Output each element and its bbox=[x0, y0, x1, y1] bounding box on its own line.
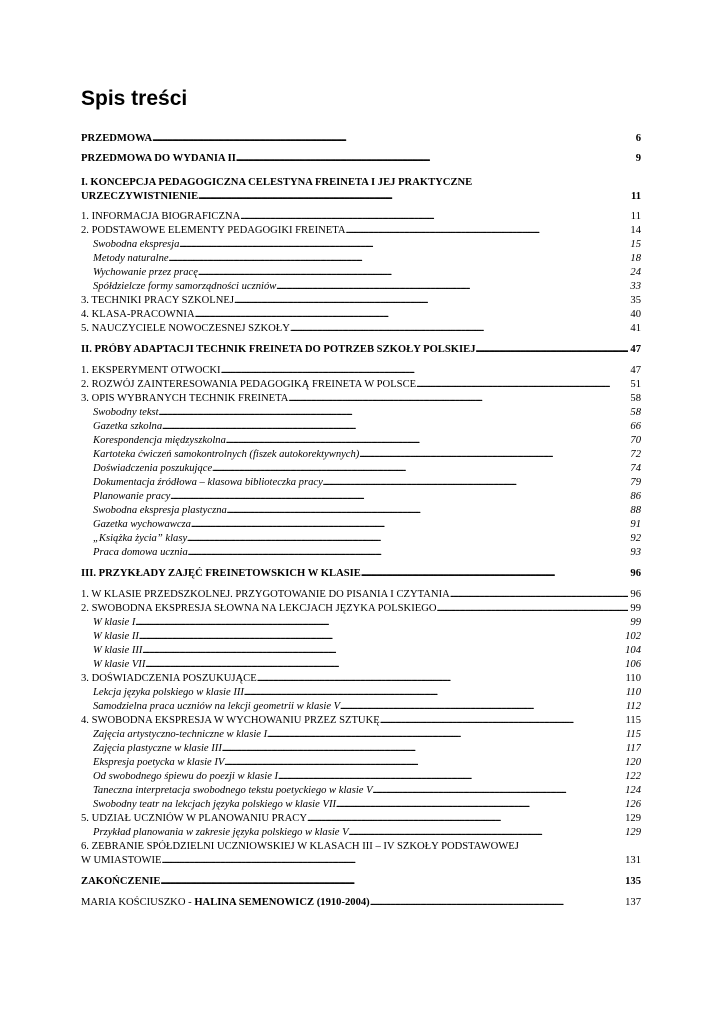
toc-entry-page-number: 112 bbox=[625, 701, 641, 712]
toc-entry-title bbox=[93, 616, 135, 630]
toc-entry-title bbox=[81, 588, 450, 602]
dot-leader bbox=[323, 476, 629, 490]
toc-entry-text: Zajęcia plastyczne w klasie III bbox=[93, 743, 222, 754]
toc-entry-text: II. PRÓBY ADAPTACJI TECHNIK FREINETA DO POTRZEB SZKOŁY POLSKIEJ bbox=[81, 344, 476, 355]
toc-entry-title bbox=[81, 364, 221, 378]
toc-entry-text: „Książka życia” klasy bbox=[93, 533, 188, 544]
dot-leader bbox=[359, 448, 628, 462]
toc-entry-page-number: 74 bbox=[630, 463, 641, 474]
toc-entry[interactable] bbox=[81, 854, 641, 868]
toc-entry-page-number: 33 bbox=[630, 281, 641, 292]
toc-entry-title bbox=[93, 784, 373, 798]
toc-entry-text: Lekcja języka polskiego w klasie III bbox=[93, 687, 244, 698]
toc-entry-page-number: 91 bbox=[630, 519, 641, 530]
toc-entry[interactable] bbox=[81, 784, 641, 798]
toc-entry-text: W UMIASTOWIE bbox=[81, 855, 162, 866]
toc-entry[interactable] bbox=[81, 343, 641, 357]
toc-entry[interactable] bbox=[81, 896, 641, 910]
page-title: Spis treści bbox=[81, 87, 188, 110]
toc-entry[interactable] bbox=[81, 770, 641, 784]
toc-entry-text: 1. W KLASIE PRZEDSZKOLNEJ. PRZYGOTOWANIE DO PISANIA I CZYTANIA bbox=[81, 589, 450, 600]
dot-leader bbox=[278, 770, 623, 784]
dot-leader bbox=[234, 294, 628, 308]
toc-entry-author: HALINA SEMENOWICZ (1910-2004) bbox=[194, 897, 370, 908]
toc-entry-text: Gazetka szkolna bbox=[93, 421, 163, 432]
toc-entry[interactable] bbox=[81, 152, 641, 166]
toc-entry[interactable] bbox=[81, 176, 641, 190]
toc-entry-title bbox=[81, 841, 519, 852]
toc-entry[interactable] bbox=[81, 462, 641, 476]
toc-entry-text: III. PRZYKŁADY ZAJĘĆ FREINETOWSKICH W KLASIE bbox=[81, 568, 361, 579]
toc-entry[interactable] bbox=[81, 588, 641, 602]
toc-entry-title bbox=[81, 602, 437, 616]
toc-entry-page-number: 86 bbox=[630, 491, 641, 502]
toc-entry-title bbox=[93, 476, 323, 490]
toc-entry-title bbox=[93, 546, 188, 560]
toc-entry-title bbox=[93, 630, 139, 644]
toc-entry-page-number: 124 bbox=[625, 785, 641, 796]
toc-entry-title bbox=[93, 252, 169, 266]
toc-entry[interactable] bbox=[81, 280, 641, 294]
toc-entry-text: Gazetka wychowawcza bbox=[93, 519, 191, 530]
toc-entry-page-number: 120 bbox=[625, 757, 641, 768]
dot-leader bbox=[437, 602, 629, 616]
toc-entry-page-number: 14 bbox=[630, 225, 641, 236]
toc-entry-text: Korespondencja międzyszkolna bbox=[93, 435, 226, 446]
dot-leader bbox=[290, 322, 628, 336]
toc-entry-text: 3. OPIS WYBRANYCH TECHNIK FREINETA bbox=[81, 393, 289, 404]
dot-leader bbox=[416, 378, 628, 392]
toc-entry-text: Przykład planowania w zakresie języka polskiego w klasie V bbox=[93, 827, 349, 838]
toc-entry[interactable] bbox=[81, 840, 641, 854]
dot-leader bbox=[162, 420, 628, 434]
toc-entry-title bbox=[81, 177, 472, 188]
toc-entry-page-number: 106 bbox=[625, 659, 641, 670]
toc-entry-title bbox=[81, 567, 361, 581]
toc-entry-page-number: 24 bbox=[630, 267, 641, 278]
toc-entry-page-number: 79 bbox=[630, 477, 641, 488]
toc-entry[interactable] bbox=[81, 826, 641, 840]
toc-entry-title bbox=[81, 322, 290, 336]
toc-entry[interactable] bbox=[81, 728, 641, 742]
dot-leader bbox=[227, 504, 629, 518]
toc-entry-text: Samodzielna praca uczniów na lekcji geometrii w klasie V bbox=[93, 701, 341, 712]
dot-leader bbox=[257, 672, 624, 686]
toc-entry-text: Zajęcia artystyczno-techniczne w klasie I bbox=[93, 729, 268, 740]
toc-entry-page-number: 35 bbox=[630, 295, 641, 306]
dot-leader bbox=[226, 434, 629, 448]
toc-entry-text: Taneczna interpretacja swobodnego tekstu poetyckiego w klasie V bbox=[93, 785, 373, 796]
toc-entry-page-number: 40 bbox=[630, 309, 641, 320]
toc-entry[interactable] bbox=[81, 238, 641, 252]
toc-entry-title bbox=[81, 854, 162, 868]
toc-entry-text: 1. EKSPERYMENT OTWOCKI bbox=[81, 365, 221, 376]
toc-entry[interactable] bbox=[81, 644, 641, 658]
dot-leader bbox=[288, 392, 628, 406]
toc-entry-text: I. KONCEPCJA PEDAGOGICZNA CELESTYNA FREINETA I JEJ PRAKTYCZNE bbox=[81, 177, 473, 188]
dot-leader bbox=[198, 266, 628, 280]
toc-entry[interactable] bbox=[81, 190, 641, 204]
toc-entry-title bbox=[93, 434, 226, 448]
toc-entry-title bbox=[93, 406, 159, 420]
toc-entry-page-number: 115 bbox=[625, 715, 641, 726]
toc-entry-text: Kartoteka ćwiczeń samokontrolnych (fiszek autokorektywnych) bbox=[93, 449, 360, 460]
toc-entry-title bbox=[93, 280, 276, 294]
toc-entry-text: 2. ROZWÓJ ZAINTERESOWANIA PEDAGOGIKĄ FREINETA W POLSCE bbox=[81, 379, 417, 390]
toc-entry-text: Wychowanie przez pracę bbox=[93, 267, 198, 278]
toc-entry-page-number: 88 bbox=[630, 505, 641, 516]
toc-entry[interactable] bbox=[81, 532, 641, 546]
toc-entry[interactable] bbox=[81, 630, 641, 644]
dot-leader bbox=[450, 588, 629, 602]
toc-entry[interactable] bbox=[81, 476, 641, 490]
toc-entry-page-number: 131 bbox=[625, 855, 641, 866]
dot-leader bbox=[276, 280, 628, 294]
toc-entry-title bbox=[81, 812, 307, 826]
dot-leader bbox=[267, 728, 624, 742]
toc-entry-title bbox=[81, 210, 240, 224]
toc-entry[interactable] bbox=[81, 132, 641, 146]
dot-leader bbox=[169, 252, 629, 266]
dot-leader bbox=[240, 210, 629, 224]
toc-entry-title bbox=[81, 152, 236, 166]
dot-leader bbox=[212, 462, 628, 476]
toc-entry-text: Swobodna ekspresja plastyczna bbox=[93, 505, 227, 516]
dot-leader bbox=[236, 152, 634, 166]
toc-entry[interactable] bbox=[81, 322, 641, 336]
toc-entry-title bbox=[81, 714, 380, 728]
toc-entry-page-number: 18 bbox=[630, 253, 641, 264]
toc-entry-page-number: 92 bbox=[630, 533, 641, 544]
toc-entry-page-number: 129 bbox=[625, 813, 641, 824]
toc-entry-title bbox=[93, 644, 142, 658]
toc-entry[interactable] bbox=[81, 364, 641, 378]
dot-leader bbox=[361, 567, 629, 581]
toc-entry-title bbox=[81, 308, 195, 322]
toc-entry-page-number: 99 bbox=[630, 617, 641, 628]
toc-entry-title bbox=[93, 742, 222, 756]
toc-entry[interactable] bbox=[81, 210, 641, 224]
toc-entry[interactable] bbox=[81, 406, 641, 420]
toc-entry-page-number: 93 bbox=[630, 547, 641, 558]
toc-entry[interactable] bbox=[81, 490, 641, 504]
toc-entry-text: 1. INFORMACJA BIOGRAFICZNA bbox=[81, 211, 241, 222]
dot-leader bbox=[135, 616, 628, 630]
toc-entry[interactable] bbox=[81, 812, 641, 826]
toc-entry-text: Od swobodnego śpiewu do poezji w klasie I bbox=[93, 771, 279, 782]
dot-leader bbox=[139, 630, 623, 644]
toc-entry-title bbox=[81, 896, 370, 910]
dot-leader bbox=[170, 490, 628, 504]
toc-entry[interactable] bbox=[81, 266, 641, 280]
toc-entry-text: W klasie II bbox=[93, 631, 139, 642]
toc-entry-text: 3. TECHNIKI PRACY SZKOLNEJ bbox=[81, 295, 235, 306]
dot-leader bbox=[336, 798, 623, 812]
toc-entry-text: Swobodna ekspresja bbox=[93, 239, 180, 250]
toc-entry-text: W klasie I bbox=[93, 617, 136, 628]
toc-entry-title bbox=[93, 462, 212, 476]
toc-entry-title bbox=[93, 532, 187, 546]
toc-entry[interactable] bbox=[81, 756, 641, 770]
toc-entry-title bbox=[81, 224, 346, 238]
toc-entry-title bbox=[81, 875, 160, 889]
toc-entry[interactable] bbox=[81, 392, 641, 406]
toc-entry-text: 3. DOŚWIADCZENIA POSZUKUJĄCE bbox=[81, 673, 257, 684]
dot-leader bbox=[159, 406, 629, 420]
toc-entry-page-number: 102 bbox=[625, 631, 641, 642]
dot-leader bbox=[162, 854, 624, 868]
toc-entry[interactable] bbox=[81, 798, 641, 812]
toc-entry-page-number: 11 bbox=[630, 191, 641, 202]
toc-entry-page-number: 129 bbox=[625, 827, 641, 838]
toc-entry[interactable] bbox=[81, 504, 641, 518]
toc-entry-text: 5. NAUCZYCIELE NOWOCZESNEJ SZKOŁY bbox=[81, 323, 290, 334]
toc-entry-title bbox=[93, 266, 198, 280]
toc-entry-title bbox=[93, 700, 340, 714]
toc-entry-title bbox=[81, 672, 257, 686]
toc-entry-page-number: 115 bbox=[625, 729, 641, 740]
toc-entry-page-number: 15 bbox=[630, 239, 641, 250]
toc-entry[interactable] bbox=[81, 742, 641, 756]
toc-entry-page-number: 104 bbox=[625, 645, 641, 656]
toc-entry-title bbox=[93, 728, 267, 742]
toc-entry-text: Praca domowa ucznia bbox=[93, 547, 188, 558]
dot-leader bbox=[476, 343, 629, 357]
toc-entry-title bbox=[81, 132, 152, 146]
toc-entry[interactable] bbox=[81, 875, 641, 889]
toc-entry-text: W klasie III bbox=[93, 645, 143, 656]
toc-entry-title bbox=[81, 343, 476, 357]
toc-entry-title bbox=[93, 518, 191, 532]
toc-entry[interactable] bbox=[81, 602, 641, 616]
toc-entry-title bbox=[93, 490, 170, 504]
toc-entry-text: Metody naturalne bbox=[93, 253, 169, 264]
toc-entry[interactable] bbox=[81, 378, 641, 392]
toc-entry-text: Ekspresja poetycka w klasie IV bbox=[93, 757, 225, 768]
dot-leader bbox=[370, 896, 623, 910]
toc-entry-title bbox=[93, 798, 336, 812]
toc-entry-page-number: 70 bbox=[630, 435, 641, 446]
dot-leader bbox=[224, 756, 623, 770]
toc-entry-page-number: 96 bbox=[630, 589, 641, 600]
toc-entry-title bbox=[93, 826, 349, 840]
toc-entry-page-number: 110 bbox=[625, 687, 641, 698]
toc-entry-page-number: 9 bbox=[635, 153, 641, 164]
toc-entry-text: Doświadczenia poszukujące bbox=[93, 463, 213, 474]
toc-entry-text: 5. UDZIAŁ UCZNIÓW W PLANOWANIU PRACY bbox=[81, 813, 307, 824]
toc-entry-text: 4. SWOBODNA EKSPRESJA W WYCHOWANIU PRZEZ SZTUKĘ bbox=[81, 715, 380, 726]
toc-entry[interactable] bbox=[81, 252, 641, 266]
toc-entry-page-number: 72 bbox=[630, 449, 641, 460]
dot-leader bbox=[142, 644, 623, 658]
toc-entry-text: PRZEDMOWA DO WYDANIA II bbox=[81, 153, 236, 164]
toc-entry-text: Dokumentacja źródłowa – klasowa biblioteczka pracy bbox=[93, 477, 323, 488]
toc-entry-text: PRZEDMOWA bbox=[81, 133, 153, 144]
toc-entry[interactable] bbox=[81, 308, 641, 322]
dot-leader bbox=[187, 532, 628, 546]
dot-leader bbox=[373, 784, 624, 798]
toc-entry-text: Swobodny teatr na lekcjach języka polskiego w klasie VII bbox=[93, 799, 336, 810]
toc-entry-title bbox=[93, 686, 244, 700]
toc-entry-text: ZAKOŃCZENIE bbox=[81, 876, 161, 887]
toc-entry[interactable] bbox=[81, 672, 641, 686]
dot-leader bbox=[222, 742, 624, 756]
toc-entry-title bbox=[93, 420, 162, 434]
toc-entry-title bbox=[93, 504, 227, 518]
toc-entry[interactable] bbox=[81, 434, 641, 448]
toc-entry-page-number: 122 bbox=[625, 771, 641, 782]
dot-leader bbox=[244, 686, 624, 700]
toc-entry-page-number: 41 bbox=[630, 323, 641, 334]
toc-entry-page-number: 110 bbox=[625, 673, 641, 684]
dot-leader bbox=[179, 238, 628, 252]
dot-leader bbox=[380, 714, 624, 728]
toc-entry[interactable] bbox=[81, 700, 641, 714]
dot-leader bbox=[349, 826, 624, 840]
toc-entry[interactable] bbox=[81, 658, 641, 672]
dot-leader bbox=[221, 364, 629, 378]
toc-entry-page-number: 137 bbox=[625, 897, 641, 908]
toc-entry-title bbox=[93, 658, 145, 672]
toc-entry-page-number: 11 bbox=[630, 211, 641, 222]
toc-entry-page-number: 99 bbox=[630, 603, 641, 614]
toc-entry-text: 4. KLASA-PRACOWNIA bbox=[81, 309, 195, 320]
toc-entry-title bbox=[93, 756, 224, 770]
toc-entry-page-number: 6 bbox=[635, 133, 641, 144]
toc-entry[interactable] bbox=[81, 448, 641, 462]
toc-entry-title bbox=[93, 448, 359, 462]
toc-entry-text: URZECZYWISTNIENIE bbox=[81, 191, 199, 202]
dot-leader bbox=[198, 190, 629, 204]
toc-entry[interactable] bbox=[81, 518, 641, 532]
toc-entry-page-number: 96 bbox=[630, 568, 641, 579]
toc-entry-text: Spółdzielcze formy samorządności uczniów bbox=[93, 281, 277, 292]
toc-entry[interactable] bbox=[81, 224, 641, 238]
toc-entry[interactable] bbox=[81, 616, 641, 630]
toc-entry-page-number: 58 bbox=[630, 407, 641, 418]
toc-entry-page-number: 51 bbox=[630, 379, 641, 390]
toc-entry[interactable] bbox=[81, 294, 641, 308]
toc-entry[interactable] bbox=[81, 420, 641, 434]
dot-leader bbox=[152, 132, 633, 146]
toc-entry-text: Swobodny tekst bbox=[93, 407, 159, 418]
toc-entry-page-number: 47 bbox=[630, 344, 641, 355]
dot-leader bbox=[307, 812, 623, 826]
dot-leader bbox=[145, 658, 623, 672]
toc-entry-page-number: 135 bbox=[625, 876, 641, 887]
toc-entry-title bbox=[81, 190, 198, 204]
dot-leader bbox=[160, 875, 623, 889]
toc-entry-page-number: 117 bbox=[625, 743, 641, 754]
toc-entry-page-number: 58 bbox=[630, 393, 641, 404]
dot-leader bbox=[191, 518, 628, 532]
toc-entry[interactable] bbox=[81, 567, 641, 581]
toc-entry-page-number: 47 bbox=[630, 365, 641, 376]
dot-leader bbox=[188, 546, 629, 560]
toc-entry-text: MARIA KOŚCIUSZKO - bbox=[81, 897, 195, 908]
toc-entry-title bbox=[93, 770, 278, 784]
toc-entry-text: 2. SWOBODNA EKSPRESJA SŁOWNA NA LEKCJACH JĘZYKA POLSKIEGO bbox=[81, 603, 437, 614]
toc-entry-page-number: 66 bbox=[630, 421, 641, 432]
toc-entry-title bbox=[81, 294, 234, 308]
dot-leader bbox=[195, 308, 629, 322]
toc-entry-title bbox=[81, 392, 288, 406]
dot-leader bbox=[346, 224, 629, 238]
toc-entry-title bbox=[81, 378, 416, 392]
toc-entry-page-number: 126 bbox=[625, 799, 641, 810]
toc-entry-text: Planowanie pracy bbox=[93, 491, 171, 502]
toc-entry-text: 2. PODSTAWOWE ELEMENTY PEDAGOGIKI FREINETA bbox=[81, 225, 346, 236]
toc-entry-text: 6. ZEBRANIE SPÓŁDZIELNI UCZNIOWSKIEJ W KLASACH III – IV SZKOŁY PODSTAWOWEJ bbox=[81, 841, 519, 852]
toc-entry[interactable] bbox=[81, 546, 641, 560]
dot-leader bbox=[340, 700, 624, 714]
toc-entry[interactable] bbox=[81, 686, 641, 700]
toc-entry-title bbox=[93, 238, 179, 252]
toc-entry[interactable] bbox=[81, 714, 641, 728]
toc-entry-text: W klasie VII bbox=[93, 659, 146, 670]
